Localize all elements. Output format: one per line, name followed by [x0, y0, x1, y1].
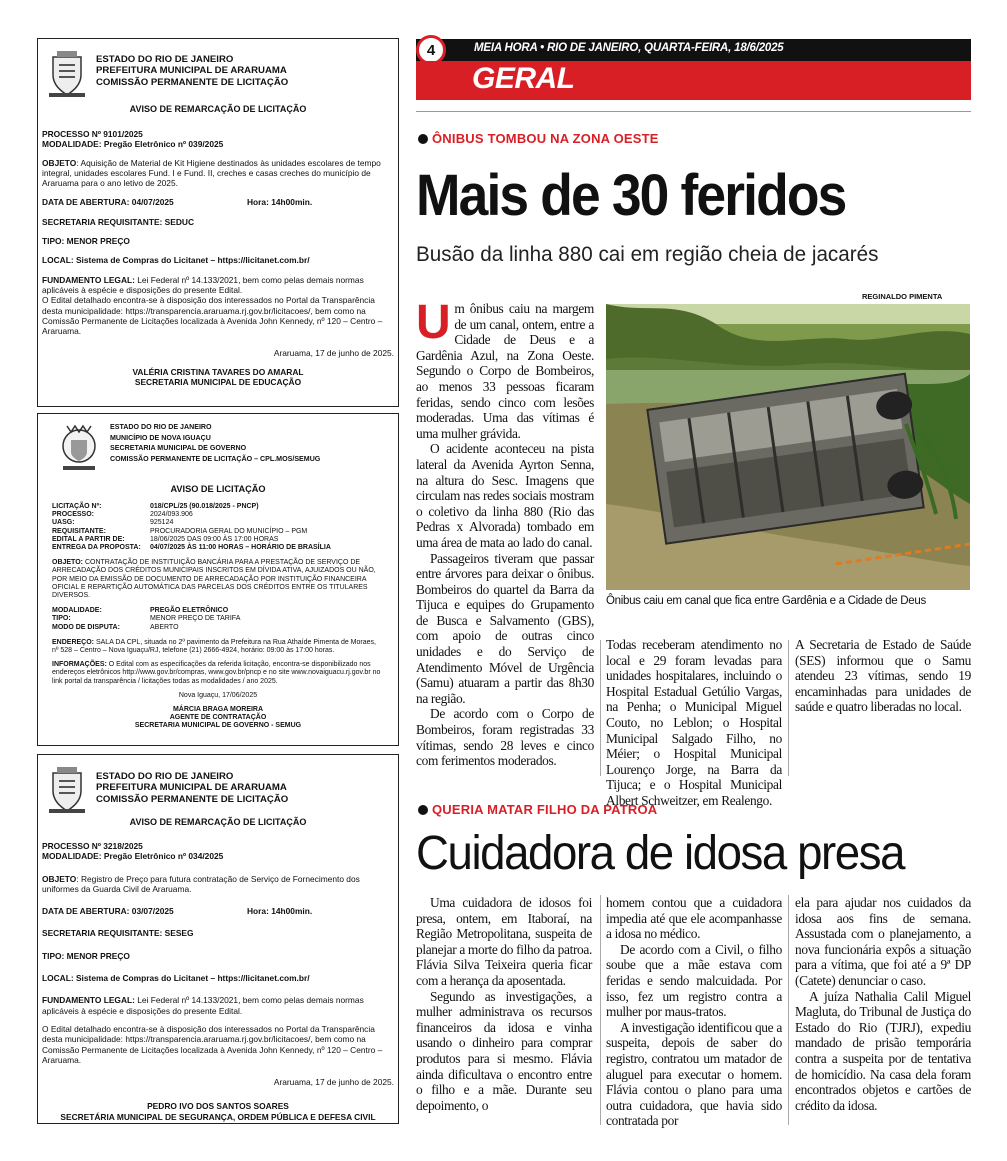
- notice2-field-label: PROCESSO:: [52, 511, 95, 519]
- section-bar: [416, 61, 971, 100]
- notice3-secretaria: SECRETARIA REQUISITANTE: SESEG: [42, 928, 194, 939]
- page-number: 4: [416, 35, 446, 65]
- notice2-field-value: PROCURADORIA GERAL DO MUNICÍPIO – PGM: [150, 527, 308, 535]
- notice-araruama-seduc: [37, 38, 399, 407]
- notice3-edital-text: O Edital detalhado encontra-se à disposição dos interessados no Portal da Transparência desta municipalidade: https://transparencia.araruama.rj.gov.br/licitacoes/, bem como na Comissão Permanente de Licitações localizada à Avenida John Kennedy, nº 120 – Centro – Araruama.: [42, 1023, 383, 1065]
- story1-column-3: [795, 637, 971, 715]
- story1-column-2: [606, 637, 782, 809]
- bus-accident-photo: [606, 304, 970, 590]
- notice2-field2-value: ABERTO: [150, 623, 179, 631]
- notice3-header-3: COMISSÃO PERMANENTE DE LICITAÇÃO: [96, 793, 289, 805]
- notice1-header-2: PREFEITURA MUNICIPAL DE ARARUAMA: [96, 65, 287, 77]
- notice3-date: Araruama, 17 de junho de 2025.: [273, 1077, 394, 1088]
- section-title: GERAL: [472, 62, 575, 95]
- story2-column-3: [795, 895, 971, 1113]
- story1-paragraph: O acidente aconteceu na pista lateral da Avenida Ayrton Senna, na altura do Sesc. Imagens que circulam nas redes sociais mostram o coletivo da linha 880 (Rio das Pedras x Alvorada) tombado em uma área de mata ao lado do canal.: [416, 441, 594, 550]
- story2-paragraph: A juíza Nathalia Calil Miguel Magluta, do Tribunal de Justiça do Estado do Rio (TJRJ), expediu mandado de prisão temporária contra a suspeita por de tentativa de homicídio. Na casa dela foram encontrados objetos e cartões de crédito da idosa.: [795, 988, 971, 1113]
- notice1-modalidade: MODALIDADE: Pregão Eletrônico nº 039/2025: [42, 139, 224, 150]
- notice2-header-3: SECRETARIA MUNICIPAL DE GOVERNO: [110, 444, 247, 453]
- notice3-header-1: ESTADO DO RIO DE JANEIRO: [96, 771, 234, 782]
- notice1-edital-text: O Edital detalhado encontra-se à disposição dos interessados no Portal da Transparência desta municipalidade: https://transparencia.araruama.rj.gov.br/licitacoes/, bem como na Comissão Permanente de Licitações localizada à Avenida John Kennedy, nº 120 – Centro – Araruama.: [42, 295, 383, 337]
- notice1-fundamento-label: FUNDAMENTO LEGAL:: [42, 274, 135, 285]
- notice3-fundamento-label: FUNDAMENTO LEGAL:: [42, 995, 135, 1006]
- story1-paragraph: m ônibus caiu na margem de um canal, ontem, entre a Cidade de Deus e a Gardênia Azul, na Zona Oeste. Segundo o Corpo de Bombeiros, ao menos 33 pessoas ficaram feridas, sendo cinco com lesões moderadas. Uma das vítimas é uma mulher grávida.: [416, 301, 594, 441]
- story1-paragraph: De acordo com o Corpo de Bombeiros, foram registradas 33 vítimas, sendo 28 leves e cinco com ferimentos moderados.: [416, 706, 594, 769]
- photo-credit: REGINALDO PIMENTA: [862, 292, 943, 301]
- notice2-header-4: COMISSÃO PERMANENTE DE LICITAÇÃO – CPL.MOS/SEMUG: [110, 454, 321, 463]
- story1-paragraph: Todas receberam atendimento no local e 29 foram levadas para unidades hospitalares, incluindo o Hospital Estadual Getúlio Vargas, na Penha; o Municipal Miguel Couto, no Leblon; o Hospital Municipal Salgado Filho, no Méier; o Hospital Municipal Lourenço Jorge, na Barra da Tijuca; e o Hospital Municipal Albert Schweitzer, em Realengo.: [606, 637, 782, 808]
- notice1-date: Araruama, 17 de junho de 2025.: [273, 348, 394, 359]
- column-rule: [788, 895, 789, 1125]
- notice2-field2-label: MODALIDADE:: [52, 607, 102, 615]
- notice2-field-value: 04/07/2025 ÀS 11:00 HORAS – HORÁRIO DE BRASÍLIA: [150, 544, 331, 552]
- notice3-objeto-text: : Registro de Preço para futura contratação de Serviço de Fornecimento dos uniformes da Guarda Civil de Araruama.: [42, 873, 360, 894]
- story2-paragraph: De acordo com a Civil, o filho soube que a mãe estava com feridas e sendo malcuidada. Por isso, fez um registro contra a mulher por maus-tratos.: [606, 941, 782, 1020]
- notice2-signer: MÁRCIA BRAGA MOREIRA: [172, 706, 264, 714]
- notice2-field2-value: PREGÃO ELETRÔNICO: [150, 607, 229, 615]
- notice-nova-iguacu: [37, 413, 399, 746]
- column-rule: [600, 895, 601, 1125]
- notice3-processo: PROCESSO Nº 3218/2025: [42, 841, 143, 851]
- notice3-fundamento-text: Lei Federal nº 14.133/2021, bem como pelas demais normas aplicáveis à espécie e disposições do presente Edital.: [42, 995, 364, 1016]
- notice2-field2-label: MODO DE DISPUTA:: [52, 623, 120, 631]
- story2-paragraph: A investigação identificou que a suspeita, depois de saber do registro, contratou um matador de aluguel para executar o homem. Flávia contou o plano para uma outra cuidadora, que havia sido contratada por: [606, 1019, 782, 1129]
- story1-kicker: [418, 131, 659, 146]
- notice2-field-label: ENTREGA DA PROPOSTA:: [52, 544, 141, 552]
- notice2-field-label: EDITAL A PARTIR DE:: [52, 535, 125, 543]
- notice2-title: AVISO DE LICITAÇÃO: [170, 484, 266, 494]
- notice1-objeto-label: OBJETO: [42, 157, 77, 168]
- notice1-hora: Hora: 14h00min.: [247, 197, 313, 208]
- story2-headline: Cuidadora de idosa presa: [416, 827, 905, 880]
- nova-iguacu-crest-icon: [56, 420, 102, 476]
- story1-kicker-text: ÔNIBUS TOMBOU NA ZONA OESTE: [432, 131, 659, 146]
- notice1-header-3: COMISSÃO PERMANENTE DE LICITAÇÃO: [96, 76, 289, 88]
- araruama-crest-icon: [44, 761, 90, 817]
- notice2-info-text: O Edital com as especificações da referida licitação, encontra-se disponibilizado nos endereços eletrônicos http://www.gov.br/compras, www.gov.br/pncp e no site www.novaiguacu.rj.gov.br no link portal da transparência / licitações todas as modalidades / ano 2025.: [52, 661, 381, 685]
- story1-subhead: Busão da linha 880 cai em região cheia de jacarés: [416, 242, 879, 266]
- notice3-signer-role: SECRETÁRIA MUNICIPAL DE SEGURANÇA, ORDEM PÚBLICA E DEFESA CIVIL: [60, 1111, 376, 1122]
- notice1-objeto-text: : Aquisição de Material de Kit Higiene destinados às unidades escolares de tempo integral, unidades escolares Fund. I e Fund. II, creches e casas creches do município de Araruama para o ano letivo de 2025.: [42, 157, 381, 189]
- notice2-header-1: ESTADO DO RIO DE JANEIRO: [110, 423, 212, 431]
- divider: [416, 111, 971, 112]
- notice1-header-1: ESTADO DO RIO DE JANEIRO: [96, 54, 234, 65]
- notice2-field-label: REQUISITANTE:: [52, 527, 106, 535]
- notice2-field-value: 018/CPL/25 (90.018/2025 - PNCP): [150, 503, 259, 510]
- notice2-info-label: INFORMAÇÕES:: [52, 661, 107, 669]
- notice2-field-value: 925124: [150, 519, 174, 527]
- notice1-data-abertura: DATA DE ABERTURA: 04/07/2025: [42, 197, 174, 208]
- story2-paragraph: Segundo as investigações, a mulher administrava os recursos financeiros da idosa e vinha usando o dinheiro para comprar produtos para si mesmo. Flávia ainda dificultava o encontro entre o filho e a mãe. Durante seu depoimento, o: [416, 988, 592, 1113]
- column-rule: [788, 640, 789, 776]
- story2-paragraph: Uma cuidadora de idosos foi presa, ontem, em Itaboraí, na Região Metropolitana, suspeita de planejar a morte do filho da patroa. Flávia Silva Teixeira queria ficar com a herança da aposentada.: [416, 895, 592, 988]
- notice3-hora: Hora: 14h00min.: [247, 906, 313, 917]
- araruama-crest-icon: [44, 45, 90, 101]
- story1-paragraph: Passageiros tiveram que passar entre árvores para deixar o ônibus. Bombeiros do quartel da Barra da Tijuca e equipes do Grupamento de Busca e Salvamento (GBS), com apoio de outras cinco unidades e do Serviço de Atendimento Móvel de Urgência (Samu) atuaram a partir das 8h30 na região.: [416, 550, 594, 706]
- notice2-field2-value: MENOR PREÇO DE TARIFA: [150, 615, 241, 623]
- notice3-modalidade: MODALIDADE: Pregão Eletrônico nº 034/2025: [42, 851, 224, 862]
- notice1-title: AVISO DE REMARCAÇÃO DE LICITAÇÃO: [129, 104, 307, 114]
- notice2-header-2: MUNICÍPIO DE NOVA IGUAÇU: [110, 433, 211, 442]
- notice-araruama-seseg: [37, 754, 399, 1124]
- notice2-signer-role1: AGENTE DE CONTRATAÇÃO: [169, 714, 267, 722]
- notice2-field-label: LICITAÇÃO Nº:: [52, 503, 102, 510]
- notice3-objeto-label: OBJETO: [42, 873, 77, 884]
- notice2-objeto-label: OBJETO:: [52, 559, 83, 567]
- dropcap: U: [416, 296, 451, 349]
- notice1-processo: PROCESSO Nº 9101/2025: [42, 129, 143, 139]
- notice1-secretaria: SECRETARIA REQUISITANTE: SEDUC: [42, 216, 194, 227]
- notice1-signer: VALÉRIA CRISTINA TAVARES DO AMARAL: [132, 366, 304, 377]
- story2-column-2: [606, 895, 782, 1129]
- story1-headline: Mais de 30 feridos: [416, 163, 846, 228]
- story2-paragraph: ela para ajudar nos cuidados da idosa aos fins de semana. Assustada com o planejamento, a nova funcionária expôs a situação para a vítima, que foi até a 9ª DP (Catete) denunciar o caso.: [795, 895, 971, 988]
- notice3-local: LOCAL: Sistema de Compras do Licitanet – https://licitanet.com.br/: [42, 973, 310, 984]
- story2-kicker: [418, 802, 657, 817]
- notice1-tipo: TIPO: MENOR PREÇO: [42, 236, 130, 247]
- story2-kicker-text: QUERIA MATAR FILHO DA PATROA: [432, 802, 658, 817]
- notice2-field-label: UASG:: [52, 519, 75, 527]
- notice1-local: LOCAL: Sistema de Compras do Licitanet – https://licitanet.com.br/: [42, 255, 310, 266]
- bullet-icon: [418, 805, 428, 815]
- notice2-endereco-label: ENDEREÇO:: [52, 638, 95, 646]
- notice2-date: Nova Iguaçu, 17/06/2025: [178, 691, 258, 699]
- notice1-fundamento-text: Lei Federal nº 14.133/2021, bem como pelas demais normas aplicáveis à espécie e disposições do presente Edital.: [42, 274, 364, 295]
- story2-column-1: [416, 895, 592, 1113]
- notice3-signer: PEDRO IVO DOS SANTOS SOARES: [147, 1101, 289, 1112]
- notice2-signer-role2: SECRETARIA MUNICIPAL DE GOVERNO - SEMUG: [134, 722, 302, 730]
- notice2-endereco-text: SALA DA CPL, situada no 2º pavimento da Prefeitura na Rua Athaíde Pimenta de Moraes, nº 528 – Centro – Nova Iguaçu/RJ, telefone (21) 2666-4924, horário: 09:00 às 17:00 horas.: [52, 638, 376, 655]
- column-rule: [600, 640, 601, 776]
- notice2-field-value: 2024/093.906: [150, 511, 193, 519]
- notice3-data-abertura: DATA DE ABERTURA: 03/07/2025: [42, 906, 174, 917]
- notice2-objeto-text: CONTRATAÇÃO DE INSTITUIÇÃO BANCÁRIA PARA A PRESTAÇÃO DE SERVIÇO DE ARRECADAÇÃO DOS CRÉDITOS MUNICIPAIS INSCRITOS EM DÍVIDA ATIVA, AJUIZADOS OU NÃO, POR MEIO DA EMISSÃO DE DOCUMENTO DE ARRECADAÇÃO POR INSTITUIÇÃO FINANCEIRA OFICIAL E REPARTIÇÃO AUTOMÁTICA DAS PARCELAS DOS CRÉDITOS ENTRE OS TITULARES DIVERSOS.: [52, 559, 376, 600]
- story2-paragraph: homem contou que a cuidadora impedia até que ele acompanhasse a idosa no médico.: [606, 895, 782, 942]
- notice3-tipo: TIPO: MENOR PREÇO: [42, 950, 130, 961]
- photo-caption: Ônibus caiu em canal que fica entre Gardênia e a Cidade de Deus: [606, 595, 926, 607]
- dateline-bar: [416, 39, 971, 61]
- story1-column-1: [416, 296, 594, 769]
- notice1-signer-role: SECRETARIA MUNICIPAL DE EDUCAÇÃO: [134, 377, 302, 388]
- notice2-field2-label: TIPO:: [52, 615, 71, 623]
- notice2-field-value: 18/06/2025 DAS 09:00 ÀS 17:00 HORAS: [150, 535, 279, 543]
- notice3-title: AVISO DE REMARCAÇÃO DE LICITAÇÃO: [129, 817, 307, 827]
- dateline: MEIA HORA • RIO DE JANEIRO, QUARTA-FEIRA, 18/6/2025: [474, 42, 784, 54]
- notice3-header-2: PREFEITURA MUNICIPAL DE ARARUAMA: [96, 782, 287, 794]
- bullet-icon: [418, 134, 428, 144]
- story1-paragraph: A Secretaria de Estado de Saúde (SES) informou que o Samu atendeu 23 vítimas, sendo 19 encaminhadas para unidades de saúde e quatro liberadas no local.: [795, 637, 971, 715]
